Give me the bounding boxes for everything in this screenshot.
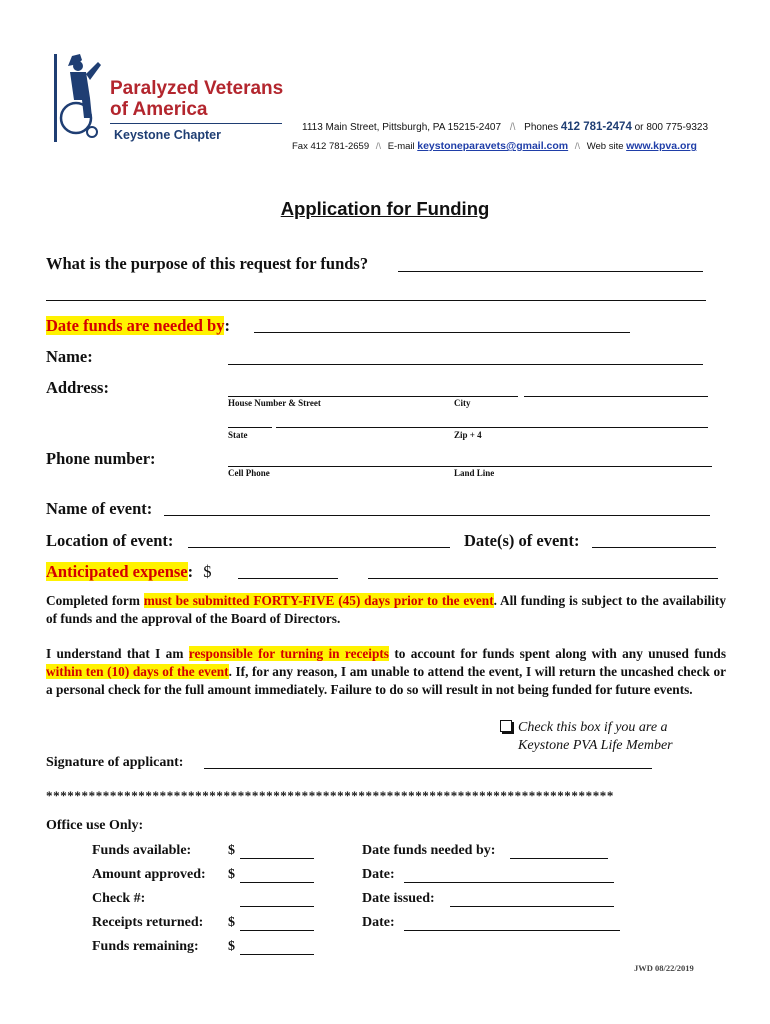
para2-text-b: to account for funds spent along with any unused funds — [394, 646, 726, 661]
purpose-label: What is the purpose of this request for funds? — [46, 254, 369, 273]
org-address: 1113 Main Street, Pittsburgh, PA 15215-2407 — [302, 122, 502, 133]
para1-highlight: must be submitted FORTY-FIVE (45) days prior to the event — [143, 593, 494, 608]
state-caption: State — [228, 430, 248, 440]
life-member-checkbox-group — [500, 719, 673, 755]
phones-label: Phones — [524, 122, 559, 133]
dollar-sign: $ — [203, 562, 212, 581]
contact-line-1 — [302, 121, 708, 133]
logo-divider — [110, 123, 282, 124]
office-right-field[interactable] — [404, 930, 620, 931]
event-dates-label: Date(s) of event: — [464, 531, 580, 550]
purpose-field[interactable] — [398, 271, 703, 272]
date-needed-label-wrap — [46, 316, 230, 336]
web-link[interactable]: www.kpva.org — [626, 140, 697, 152]
para2-text-c: . If, for any reason, I am unable to attend the event, I will return the uncashed check or a personal check for the full amount immediately. Failure to do so will result in not being funded for future events. — [46, 664, 727, 697]
address-label: Address: — [46, 378, 109, 397]
colon: : — [224, 316, 230, 335]
currency-prefix: $ — [228, 915, 235, 930]
office-left-field[interactable] — [240, 930, 314, 931]
phone-or: or — [634, 122, 644, 133]
name-label: Name: — [46, 347, 93, 366]
org-name-line1: Paralyzed Veterans — [110, 78, 284, 99]
expense-label-wrap — [46, 562, 212, 582]
receipts-agreement — [46, 645, 726, 699]
expense-description-field[interactable] — [368, 578, 718, 579]
office-left-label: Receipts returned: — [92, 915, 204, 930]
para2-highlight-1: responsible for turning in receipts — [188, 646, 389, 661]
expense-amount-field[interactable] — [238, 578, 338, 579]
phone-field[interactable] — [228, 466, 712, 467]
office-right-label: Date: — [362, 867, 395, 882]
separator: /\ — [375, 141, 382, 152]
state-field[interactable] — [228, 427, 272, 428]
office-use-heading: Office use Only: — [46, 818, 144, 833]
office-left-field[interactable] — [240, 906, 314, 907]
cell-caption: Cell Phone — [228, 468, 270, 478]
office-right-field[interactable] — [404, 882, 614, 883]
office-right-label: Date issued: — [362, 891, 435, 906]
phone-label: Phone number: — [46, 449, 156, 468]
name-field[interactable] — [228, 364, 703, 365]
currency-prefix: $ — [228, 843, 235, 858]
contact-line-2 — [292, 140, 697, 152]
page-title: Application for Funding — [280, 198, 490, 219]
event-location-field[interactable] — [188, 547, 450, 548]
checkbox-label-line2: Keystone PVA Life Member — [518, 738, 673, 753]
office-left-field[interactable] — [240, 882, 314, 883]
signature-label: Signature of applicant: — [46, 755, 184, 770]
phone-secondary: 800 775-9323 — [646, 122, 709, 133]
web-label: Web site — [586, 141, 624, 152]
email-link[interactable]: keystoneparavets@gmail.com — [417, 140, 569, 152]
date-needed-label: Date funds are needed by — [46, 316, 225, 335]
email-label: E-mail — [387, 141, 415, 152]
office-right-field[interactable] — [510, 858, 608, 859]
org-name-line2: of America — [110, 99, 208, 120]
veteran-wheelchair-icon — [48, 52, 106, 144]
separator: /\ — [574, 141, 581, 152]
office-left-label: Funds available: — [92, 843, 192, 858]
street-field[interactable] — [228, 396, 518, 397]
zip-field[interactable] — [276, 427, 708, 428]
office-left-field[interactable] — [240, 858, 314, 859]
event-name-label: Name of event: — [46, 499, 153, 518]
signature-field[interactable] — [204, 768, 652, 769]
office-left-label: Check #: — [92, 891, 146, 906]
event-location-label: Location of event: — [46, 531, 174, 550]
currency-prefix: $ — [228, 867, 235, 882]
submission-notice — [46, 592, 726, 628]
purpose-field-line2[interactable] — [46, 300, 706, 301]
pva-logo — [48, 52, 288, 144]
para2-highlight-2: within ten (10) days of the event — [46, 664, 229, 679]
zip-caption: Zip + 4 — [454, 430, 482, 440]
event-dates-field[interactable] — [592, 547, 716, 548]
office-left-label: Amount approved: — [92, 867, 206, 882]
colon: : — [187, 562, 194, 581]
date-needed-field[interactable] — [254, 332, 630, 333]
currency-prefix: $ — [228, 939, 235, 954]
separator: /\ — [509, 122, 516, 133]
office-right-field[interactable] — [450, 906, 614, 907]
phone-primary: 412 781-2474 — [560, 121, 632, 133]
landline-caption: Land Line — [454, 468, 495, 478]
city-caption: City — [454, 398, 471, 408]
para1-text-a: Completed form — [46, 593, 140, 608]
event-name-field[interactable] — [164, 515, 710, 516]
office-right-label: Date: — [362, 915, 395, 930]
chapter-name: Keystone Chapter — [114, 128, 221, 142]
divider-stars: ******************************************************************************** — [46, 788, 614, 803]
office-left-label: Funds remaining: — [92, 939, 199, 954]
city-field[interactable] — [524, 396, 708, 397]
fax: Fax 412 781-2659 — [292, 141, 370, 152]
life-member-checkbox[interactable] — [500, 720, 512, 732]
para1-text-b: . All funding is subject to the availability of funds and the approval of the Board of Directors. — [46, 593, 726, 626]
office-left-field[interactable] — [240, 954, 314, 955]
expense-label: Anticipated expense — [46, 562, 188, 581]
form-version: JWD 08/22/2019 — [634, 963, 694, 973]
house-caption: House Number & Street — [228, 398, 321, 408]
office-right-label: Date funds needed by: — [362, 843, 496, 858]
checkbox-label-line1: Check this box if you are a — [518, 720, 668, 735]
para2-text-a: I understand that I am — [46, 646, 184, 661]
